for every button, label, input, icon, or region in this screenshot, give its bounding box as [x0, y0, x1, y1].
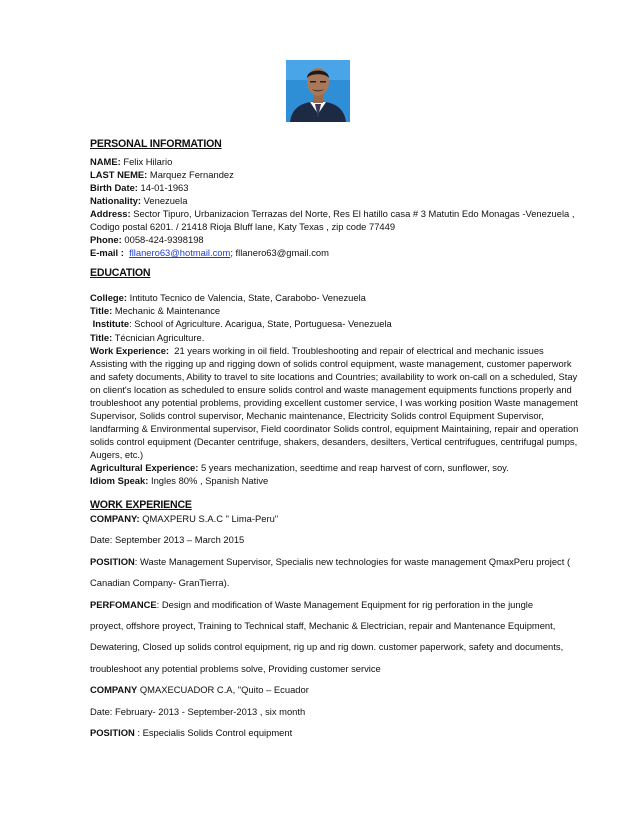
company-label-2: COMPANY: [90, 684, 138, 696]
date-line-2: Date: February- 2013 - September-2013 , six month: [90, 705, 306, 717]
institute-label: Institute: [92, 318, 130, 330]
title-value-1: Mechanic & Maintenance: [114, 305, 221, 317]
phone-label: Phone:: [90, 234, 122, 246]
company-line-1: [90, 512, 580, 525]
college-label: College:: [90, 292, 127, 304]
name-value: Felix Hilario: [123, 156, 173, 167]
title-label-1: Title:: [90, 305, 113, 317]
agricultural-value: 5 years mechanization, seedtime and reap harvest of corn, sunflower, soy.: [200, 461, 509, 473]
profile-photo-image: [286, 60, 350, 122]
idiom-line: [90, 474, 580, 487]
performance-text-1: : Design and modification of Waste Management Equipment for rig perforation in the jungle: [156, 598, 534, 610]
date-line-1: Date: September 2013 – March 2015: [90, 534, 245, 546]
institute-line: [90, 317, 580, 330]
position-line-2: [90, 726, 580, 739]
phone-value: 0058-424-9398198: [124, 234, 204, 246]
resume-content: [90, 137, 580, 747]
work-experience-summary: [90, 344, 580, 461]
performance-line-4: troubleshoot any potential problems solve, Providing customer service: [90, 662, 381, 674]
profile-photo: [286, 60, 350, 122]
address-line: [90, 207, 580, 233]
position-line-1: [90, 555, 580, 568]
birth-value: 14-01-1963: [140, 182, 189, 194]
birth-line: [90, 181, 580, 194]
agricultural-label: Agricultural Experience:: [90, 461, 199, 473]
performance-line-2: proyect, offshore proyect, Training to Technical staff, Mechanic & Electrician, repair and Mantenance Equipment,: [90, 620, 556, 632]
institute-value: : School of Agriculture. Acarigua, State, Portuguesa- Venezuela: [129, 318, 392, 330]
work-experience-value: 21 years working in oil field. Troubleshooting and repair of electrical and mechanic issues Assisting with the rigging up and rigging down of solids control equipment, waste management, customer paperwork and safety documents, Ability to travel to site locations and Countries; availability to work on-call on a scheduled, Stay on client's location as scheduled to ensure solids control and waste management equipments functions properly and troubleshoot any potential problems, providing excellent customer service, I was working position Waste management Supervisor, Solids control supervisor, Mechanic maintenance, Electricity Solids control Equipment Supervisor, landfarming & Environmental supervisor, Field coordinator Solids control, equipment Maintaining, repair and operation solids control equipment (Decanter centrifuge, shakers, desanders, desilters, Vertical centrifugues, centrifugal pumps, Augers, etc.): [90, 344, 579, 460]
name-label: NAME:: [90, 156, 121, 167]
email-secondary: ; fllanero63@gmail.com: [230, 247, 329, 259]
agricultural-line: [90, 461, 580, 474]
position-value-1: : Waste Management Supervisor, Specialis new technologies for waste management QmaxPeru project (: [134, 555, 571, 567]
title-line-2: [90, 331, 580, 344]
phone-line: [90, 233, 580, 246]
education-heading: EDUCATION: [90, 267, 151, 280]
performance-line-3: Dewatering, Closed up solids control equipment, rig up and rig down. customer paperwork, safety and documents,: [90, 641, 564, 653]
idiom-value: Ingles 80% , Spanish Native: [150, 475, 269, 487]
position-label-2: POSITION: [90, 726, 135, 738]
work-heading: WORK EXPERIENCE: [90, 499, 192, 512]
address-value: Sector Tipuro, Urbanizacion Terrazas del Norte, Res El hatillo casa # 3 Matutin Edo Monagas -Venezuela , Codigo postal 6201. / 21418 Rioja Bluff lane, Katy Texas , zip code 77449: [90, 208, 575, 233]
performance-line-1: [90, 598, 580, 611]
position-value-2: : Especialis Solids Control equipment: [137, 726, 293, 738]
email-label: E-mail :: [90, 247, 124, 259]
nationality-value: Venezuela: [143, 195, 188, 207]
name-line: [90, 155, 580, 168]
last-name-label: LAST NEME:: [90, 169, 148, 181]
company-value-2: QMAXECUADOR C.A, "Quito – Ecuador: [139, 684, 309, 696]
college-line: [90, 291, 580, 304]
email-line: [90, 246, 580, 259]
college-value: Intituto Tecnico de Valencia, State, Carabobo- Venezuela: [129, 292, 366, 304]
nationality-label: Nationality:: [90, 195, 142, 207]
personal-heading: PERSONAL INFORMATION: [90, 138, 222, 150]
performance-label: PERFOMANCE: [90, 598, 157, 610]
birth-label: Birth Date:: [90, 182, 138, 194]
title-line-1: [90, 304, 580, 317]
email-link[interactable]: fllanero63@hotmail.com: [129, 247, 231, 259]
idiom-label: Idiom Speak:: [90, 475, 149, 487]
position-label-1: POSITION: [90, 555, 135, 567]
title-label-2: Title:: [90, 331, 113, 343]
nationality-line: [90, 194, 580, 207]
last-name-line: [90, 168, 580, 181]
company-value-1: QMAXPERU S.A.C " Lima-Peru": [142, 513, 279, 525]
address-label: Address:: [90, 208, 131, 220]
company-label-1: COMPANY:: [90, 513, 140, 525]
position-cont-1: Canadian Company- GranTierra).: [90, 577, 230, 589]
work-experience-section: [90, 512, 580, 739]
last-name-value: Marquez Fernandez: [149, 169, 234, 181]
work-experience-label: Work Experience:: [90, 344, 170, 356]
company-line-2: [90, 683, 580, 696]
title-value-2: Técnician Agriculture.: [114, 331, 205, 343]
